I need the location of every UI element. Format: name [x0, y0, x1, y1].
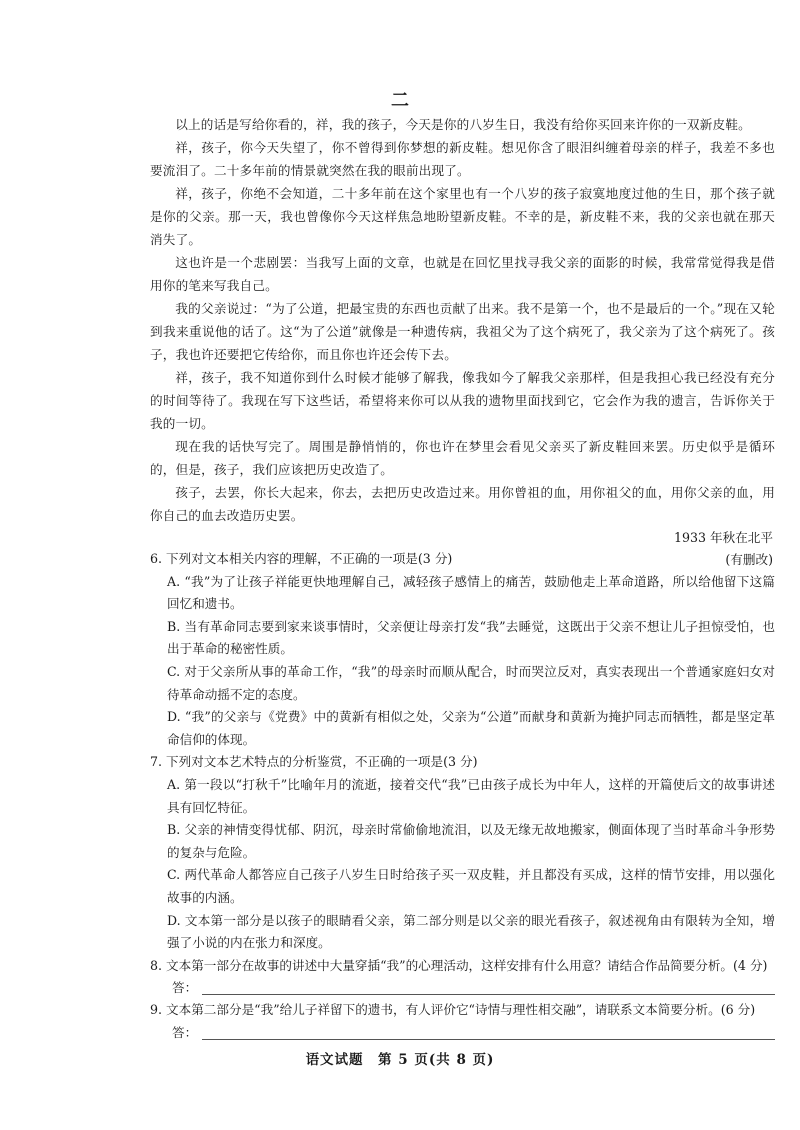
- answer-line: [202, 1039, 775, 1040]
- passage-paragraph: 祥，孩子，你绝不会知道，二十多年前在这个家里也有一个八岁的孩子寂寞地度过他的生日，那个孩子就是你的父亲。那一天，我也曾像你今天这样焦急地盼望新皮鞋。不幸的是，新皮鞋不来，我的父亲也就在那天消失了。: [150, 186, 775, 247]
- question-9-answer-label: 答：: [172, 1024, 198, 1040]
- question-list: [150, 548, 775, 1044]
- signature-note: (有删改): [725, 552, 773, 567]
- passage-paragraph: 孩子，去罢，你长大起来，你去，去把历史改造过来。用你曾祖的血，用你祖父的血，用你父亲的血，用你自己的血去改造历史罢。: [150, 485, 775, 523]
- passage-paragraph: 祥，孩子，我不知道你到什么时候才能够了解我，像我如今了解我父亲那样，但是我担心我已经没有充分的时间等待了。我现在写下这些话，希望将来你可以从我的遗物里面找到它，它会作为我的遗言，告诉你关于我的一切。: [150, 370, 775, 431]
- passage-paragraph: 我的父亲说过：“为了公道，把最宝贵的东西也贡献了出来。我不是第一个，也不是最后的一个。”现在又轮到我来重说他的话了。这“为了公道”就像是一种遗传病，我祖父为了这个病死了，我父亲为了这个病死了。孩子，我也许还要把它传给你，而且你也许还会传下去。: [150, 301, 775, 362]
- signature-date-place: 1933 年秋在北平: [673, 530, 773, 545]
- section-number: 二: [391, 90, 409, 111]
- question-8-answer-area[interactable]: [172, 977, 775, 999]
- question-7-option: D. 文本第一部分是以孩子的眼睛看父亲，第二部分则是以父亲的眼光看孩子，叙述视角由有限转为全知，增强了小说的内在张力和深度。: [167, 912, 775, 951]
- question-6-stem: 6. 下列对文本相关内容的理解，不正确的一项是(3 分): [150, 551, 453, 566]
- question-7-option: C. 两代革命人都答应自己孩子八岁生日时给孩子买一双皮鞋，并且都没有买成，这样的情节安排，用以强化故事的内涵。: [167, 867, 775, 905]
- question-6-option: C. 对于父亲所从事的革命工作，“我”的母亲时而顺从配合，时而哭泣反对，真实表现出一个普通家庭妇女对待革命动摇不定的态度。: [167, 663, 775, 702]
- page-footer: 语文试题 第 5 页(共 8 页): [305, 1052, 495, 1068]
- question-6-option: A. “我”为了让孩子祥能更快地理解自己，减轻孩子感情上的痛苦，鼓励他走上革命道路，所以给他留下这篇回忆和遗书。: [167, 573, 775, 612]
- question-9-answer-area[interactable]: [172, 1022, 775, 1044]
- question-6-option: B. 当有革命同志要到家来谈事情时，父亲便让母亲打发“我”去睡觉，这既出于父亲不想让儿子担惊受怕，也出于革命的秘密性质。: [167, 618, 775, 657]
- passage-paragraph: 现在我的话快写完了。周围是静悄悄的，你也许在梦里会看见父亲买了新皮鞋回来罢。历史似乎是循环的，但是，孩子，我们应该把历史改造了。: [150, 439, 775, 477]
- question-7-option: A. 第一段以“打秋千”比喻年月的流逝，接着交代“我”已由孩子成长为中年人，这样的开篇使后文的故事讲述具有回忆特征。: [167, 776, 775, 815]
- reading-passage: [150, 113, 775, 571]
- passage-paragraph: 以上的话是写给你看的，祥，我的孩子，今天是你的八岁生日，我没有给你买回来许你的一双新皮鞋。: [175, 117, 751, 132]
- passage-paragraph: 这也许是一个悲剧罢：当我写上面的文章，也就是在回忆里找寻我父亲的面影的时候，我常常觉得我是借用你的笔来写我自己。: [150, 255, 775, 293]
- question-7-option: B. 父亲的神情变得忧郁、阴沉，母亲时常偷偷地流泪，以及无缘无故地搬家，侧面体现了当时革命斗争形势的复杂与危险。: [167, 822, 775, 860]
- question-8-answer-label: 答：: [172, 980, 198, 996]
- passage-paragraph: 祥，孩子，你今天失望了，你不曾得到你梦想的新皮鞋。想见你含了眼泪纠缠着母亲的样子，我差不多也要流泪了。二十多年前的情景就突然在我的眼前出现了。: [150, 140, 775, 178]
- answer-line: [202, 994, 775, 995]
- question-9-stem: 9. 文本第二部分是“我”给儿子祥留下的遗书，有人评价它“诗情与理性相交融”，请联系文本简要分析。(6 分): [150, 1002, 756, 1018]
- question-6-option: D. “我”的父亲与《党费》中的黄新有相似之处，父亲为“公道”而献身和黄新为掩护同志而牺牲，都是坚定革命信仰的体现。: [167, 709, 775, 747]
- question-8-stem: 8. 文本第一部分在故事的讲述中大量穿插“我”的心理活动，这样安排有什么用意？请结合作品简要分析。(4 分): [150, 957, 768, 973]
- question-7-stem: 7. 下列对文本艺术特点的分析鉴赏，不正确的一项是(3 分): [150, 754, 478, 770]
